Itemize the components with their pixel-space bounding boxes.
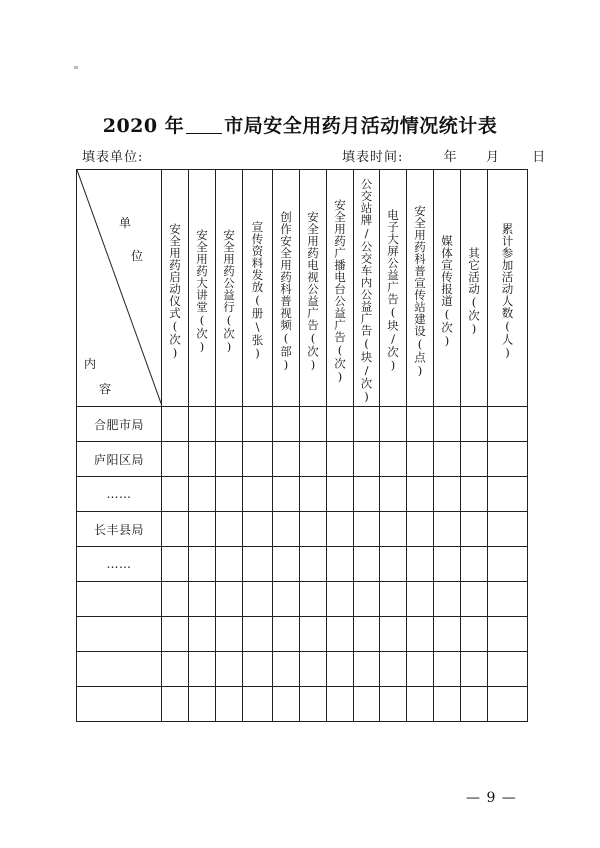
year-label: 年 [443, 150, 458, 165]
table-cell [273, 442, 300, 477]
table-cell [243, 582, 273, 617]
row-label: …… [77, 547, 162, 582]
column-header-label: 安全用药公益行(次) [222, 228, 236, 354]
column-header-label: 电子大屏公益广告(块/次) [386, 209, 400, 373]
column-header [434, 170, 461, 407]
column-header [407, 170, 434, 407]
table-cell [461, 652, 488, 687]
table-row [77, 582, 528, 617]
table-cell [354, 512, 380, 547]
column-header [216, 170, 243, 407]
column-header-label: 安全用药电视公益广告(次) [306, 210, 320, 372]
row-label [77, 617, 162, 652]
row-label [77, 687, 162, 722]
table-cell [434, 407, 461, 442]
column-header [461, 170, 488, 407]
table-cell [354, 687, 380, 722]
table-cell [461, 617, 488, 652]
table-cell [216, 687, 243, 722]
table-cell [327, 442, 354, 477]
table-cell [461, 547, 488, 582]
table-cell [380, 407, 407, 442]
table-cell [488, 512, 528, 547]
title-text: 市局安全用药月活动情况统计表 [224, 115, 498, 137]
table-row [77, 547, 528, 582]
corner-cell [77, 170, 162, 407]
column-header-label: 创作安全用药科普视频(部) [279, 210, 293, 372]
table-cell [327, 687, 354, 722]
table-cell [354, 477, 380, 512]
table-cell [300, 477, 327, 512]
column-header [380, 170, 407, 407]
table-cell [380, 652, 407, 687]
table-cell [461, 442, 488, 477]
table-row [77, 652, 528, 687]
table-row [77, 477, 528, 512]
table-row [77, 512, 528, 547]
table-cell [162, 477, 189, 512]
row-label [77, 582, 162, 617]
table-cell [488, 687, 528, 722]
title-blank [186, 119, 222, 134]
table-cell [300, 617, 327, 652]
table-cell [407, 687, 434, 722]
column-header-label: 宣传资料发放(册\张) [250, 221, 265, 361]
row-label: 庐阳区局 [77, 442, 162, 477]
table-cell [243, 547, 273, 582]
table-cell [189, 652, 216, 687]
table-cell [300, 652, 327, 687]
table-cell [488, 582, 528, 617]
table-cell [162, 512, 189, 547]
column-header [327, 170, 354, 407]
table-cell [327, 512, 354, 547]
table-cell [327, 477, 354, 512]
fill-time-label: 填表时间: [342, 150, 404, 165]
column-header [243, 170, 273, 407]
table-cell [216, 442, 243, 477]
table-cell [162, 582, 189, 617]
table-cell [461, 582, 488, 617]
table-row [77, 407, 528, 442]
corner-content-1: 内 [84, 357, 97, 371]
table-cell [488, 407, 528, 442]
table-cell [354, 652, 380, 687]
table-cell [189, 407, 216, 442]
column-header-label: 媒体宣传报道(次) [440, 234, 454, 348]
fill-time-line [342, 146, 546, 165]
table-cell [273, 687, 300, 722]
table-cell [327, 652, 354, 687]
table-cell [488, 477, 528, 512]
column-header-label: 公交站牌/公交车内公益广告(块/次) [359, 178, 374, 404]
table-cell [354, 547, 380, 582]
header-row [77, 170, 528, 407]
fill-unit-label: 填表单位: [82, 150, 144, 165]
table-cell [434, 442, 461, 477]
page-title [0, 111, 600, 138]
table-cell [380, 547, 407, 582]
table-cell [162, 547, 189, 582]
table-cell [488, 652, 528, 687]
column-header [354, 170, 380, 407]
table-cell [461, 687, 488, 722]
table-cell [434, 617, 461, 652]
table-cell [216, 547, 243, 582]
table-cell [243, 617, 273, 652]
table-cell [300, 582, 327, 617]
title-year: 2020 年 [102, 115, 185, 137]
table-cell [380, 477, 407, 512]
table-cell [354, 442, 380, 477]
table-row [77, 442, 528, 477]
corner-content-2: 容 [99, 382, 112, 396]
table-cell [407, 652, 434, 687]
table-cell [243, 407, 273, 442]
month-label: 月 [485, 150, 500, 165]
table-cell [434, 512, 461, 547]
column-header-label: 安全用药启动仪式(次) [168, 222, 182, 360]
table-cell [243, 477, 273, 512]
day-label: 日 [532, 150, 547, 165]
column-header [189, 170, 216, 407]
row-label: 合肥市局 [77, 407, 162, 442]
table-cell [354, 582, 380, 617]
table-cell [273, 547, 300, 582]
corner-unit-1: 单 [119, 216, 132, 230]
table-cell [189, 477, 216, 512]
table-cell [461, 477, 488, 512]
table-cell [300, 547, 327, 582]
table-cell [434, 652, 461, 687]
table-cell [273, 582, 300, 617]
table-cell [162, 652, 189, 687]
table-cell [327, 582, 354, 617]
table-cell [407, 442, 434, 477]
column-header-label: 安全用药广播电台公益广告(次) [333, 198, 347, 384]
table-cell [327, 547, 354, 582]
table-cell [434, 547, 461, 582]
table-cell [380, 617, 407, 652]
table-cell [300, 442, 327, 477]
table-cell [189, 582, 216, 617]
column-header-label: 累计参加活动人数(人) [500, 222, 515, 360]
table-cell [300, 407, 327, 442]
table-cell [273, 407, 300, 442]
table-cell [273, 652, 300, 687]
table-cell [327, 617, 354, 652]
table-cell [216, 582, 243, 617]
table-cell [243, 652, 273, 687]
table-cell [407, 477, 434, 512]
row-label: …… [77, 477, 162, 512]
table-cell [162, 442, 189, 477]
table-cell [189, 512, 216, 547]
table-cell [434, 582, 461, 617]
table-cell [461, 512, 488, 547]
table-cell [300, 512, 327, 547]
table-cell [162, 687, 189, 722]
table-row [77, 617, 528, 652]
table-cell [407, 547, 434, 582]
table-cell [434, 477, 461, 512]
table-cell [300, 687, 327, 722]
table-cell [189, 687, 216, 722]
table-cell [354, 617, 380, 652]
table-cell [407, 617, 434, 652]
column-header [488, 170, 528, 407]
row-label [77, 652, 162, 687]
column-header-label: 安全用药科普宣传站建设(点) [413, 204, 427, 378]
page-number: — 9 — [466, 790, 517, 806]
corner-unit-2: 位 [131, 249, 144, 263]
table-cell [243, 687, 273, 722]
scan-mark [74, 66, 78, 69]
table-cell [189, 442, 216, 477]
table-cell [216, 512, 243, 547]
table-cell [380, 582, 407, 617]
table-cell [380, 512, 407, 547]
table-cell [407, 582, 434, 617]
table-cell [273, 617, 300, 652]
column-header [162, 170, 189, 407]
table-cell [273, 512, 300, 547]
column-header [273, 170, 300, 407]
table-body [77, 407, 528, 722]
table-cell [488, 442, 528, 477]
table-cell [488, 617, 528, 652]
table-cell [216, 652, 243, 687]
table-cell [243, 512, 273, 547]
table-cell [216, 407, 243, 442]
table-cell [273, 477, 300, 512]
row-label: 长丰县局 [77, 512, 162, 547]
table-cell [162, 617, 189, 652]
table-cell [380, 442, 407, 477]
table-cell [434, 687, 461, 722]
table-cell [189, 617, 216, 652]
table-cell [243, 442, 273, 477]
table-cell [407, 407, 434, 442]
table-cell [461, 407, 488, 442]
table-cell [380, 687, 407, 722]
statistics-table [76, 169, 528, 722]
table-cell [488, 547, 528, 582]
column-header [300, 170, 327, 407]
column-header-label: 其它活动(次) [467, 246, 481, 336]
table-cell [216, 477, 243, 512]
table-cell [189, 547, 216, 582]
column-header-label: 安全用药大讲堂(次) [195, 228, 209, 354]
table-row [77, 687, 528, 722]
table-cell [162, 407, 189, 442]
table-cell [354, 407, 380, 442]
table-cell [216, 617, 243, 652]
table-cell [407, 512, 434, 547]
table-cell [327, 407, 354, 442]
